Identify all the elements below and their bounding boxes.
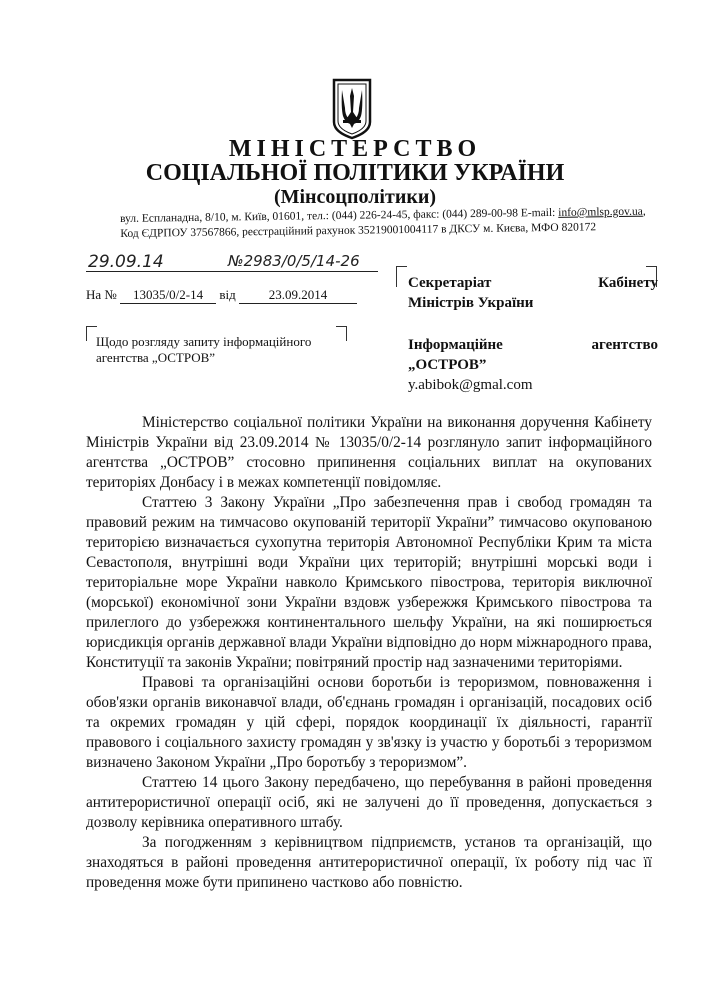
na-number: 13035/0/2-14 xyxy=(120,287,216,304)
body-paragraph-1: Міністерство соціальної політики України на виконання доручення Кабінету Міністрів України від 23.09.2014 № 13035/0/2-14 розглянуло запит інформаційного агентства „ОСТРОВ” стосовно припинення соціальних виплат на окупованих територіях Донбасу і в межах компетенції повідомляє. xyxy=(86,414,652,491)
na-label: На № xyxy=(86,287,117,302)
addressee-2-line2: „ОСТРОВ” xyxy=(408,357,487,373)
contacts-line-bank: Код ЄДРПОУ 37567866, реєстраційний рахунок 35219001004117 в ДКСУ м. Києва, МФО 820172 xyxy=(120,221,597,240)
reference-row xyxy=(86,287,357,304)
ministry-email-link[interactable]: info@mlsp.gov.ua xyxy=(558,205,643,219)
contacts-line-address: вул. Еспланадна, 8/10, м. Київ, 01601, тел.: (044) 226-24-45, факс: (044) 289-00-98 E-mail: info@mlsp.gov.ua, xyxy=(120,205,646,225)
ministry-short-name: (Мінсоцполітики) xyxy=(273,186,437,208)
vid-label: від xyxy=(219,287,236,302)
outgoing-number-handwritten: №2983/0/5/14-26 xyxy=(228,252,360,270)
ministry-title-full: СОЦІАЛЬНОЇ ПОЛІТИКИ УКРАЇНИ xyxy=(145,160,565,186)
addressee-1-line1: Секретаріат Кабінету xyxy=(408,275,658,291)
addressees-block xyxy=(408,273,658,395)
outgoing-date-handwritten: 29.09.14 xyxy=(88,252,164,272)
ministry-contacts xyxy=(120,204,660,242)
addressee-1-line2: Міністрів України xyxy=(408,295,534,311)
body-paragraph-4: Статтею 14 цього Закону передбачено, що перебування в районі проведення антитерористичної операції осіб, які не залучені до її проведення, допускається з дозволу керівника оперативного штабу. xyxy=(86,774,652,831)
letter-subject: Щодо розгляду запиту інформаційного агентства „ОСТРОВ” xyxy=(96,334,312,365)
addressee-2-email[interactable]: y.abibok@gmal.com xyxy=(408,377,533,393)
body-paragraph-3: Правові та організаційні основи боротьби із тероризмом, повноваження і обов'язки органів виконавчої влади, об'єднань громадян і організацій, посадових осіб та окремих громадян у цій сфері, порядок координації їх діяльності, гарантії правового і соціального захисту громадян у зв'язку із участю у боротьбі з тероризмом визначено Законом України „Про боротьбу з тероризмом”. xyxy=(86,674,652,771)
body-paragraph-2: Статтею 3 Закону України „Про забезпечення прав і свобод громадян та правовий режим на тимчасово окупованій території України” тимчасово окупованою територією визначається сухопутна територія Автономної Республіки Крим та міста Севастополя, внутрішні води України цих територій; внутрішні морські води і територіальне море України навколо Кримського півострова, територія виключної (морської) економічної зони України вздовж узбережжя Кримського півострова та прилеглого до узбережжя континентального шельфу України, на які поширюється юрисдикція органів державної влади України відповідно до норм міжнародного права, Конституції та законів України; повітряний простір над зазначеними територіями. xyxy=(86,494,652,671)
registration-underline xyxy=(86,271,378,272)
addressee-2-line1: Інформаційне агентство xyxy=(408,337,658,353)
coat-of-arms-icon xyxy=(331,78,373,140)
body-paragraph-5: За погодженням з керівництвом підприємств, установ та організацій, що знаходяться в районі проведення антитерористичної операції, їх роботу під час її проведення може бути припинено частково або повністю. xyxy=(86,834,652,891)
vid-date: 23.09.2014 xyxy=(239,287,357,304)
addressee-corner-left xyxy=(396,266,407,287)
ministry-title: МІНІСТЕРСТВО xyxy=(228,136,482,162)
letter-body xyxy=(86,413,652,893)
